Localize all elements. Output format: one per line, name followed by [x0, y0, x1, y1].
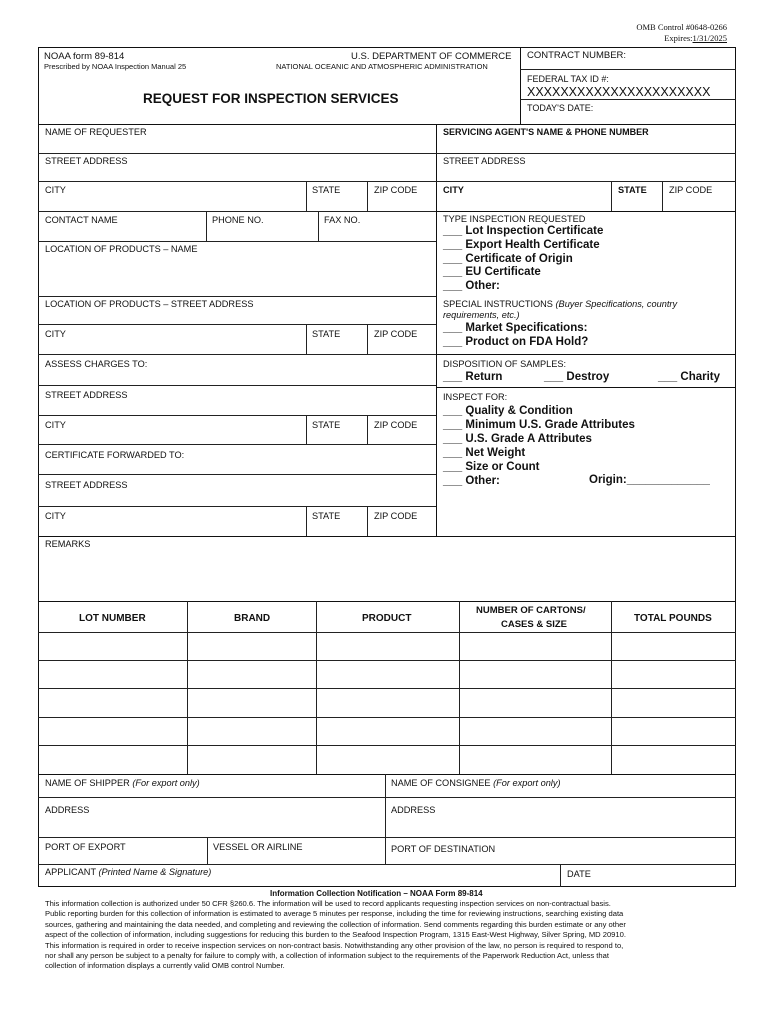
certificate-zip-field[interactable]: ZIP CODE	[374, 511, 418, 521]
agent-state-field[interactable]: STATE	[618, 185, 647, 195]
option-blank: ___	[443, 475, 463, 487]
requester-name-field[interactable]: NAME OF REQUESTER	[45, 127, 147, 137]
option-label: Minimum U.S. Grade Attributes	[465, 419, 635, 431]
option-blank: ___	[443, 252, 463, 265]
requester-city-field[interactable]: CITY	[45, 185, 66, 195]
contact-name-field[interactable]: CONTACT NAME	[45, 215, 118, 225]
federal-tax-id-field[interactable]: FEDERAL TAX ID #:	[527, 74, 609, 84]
assess-state-field[interactable]: STATE	[312, 420, 341, 430]
col-lot-number: LOT NUMBER	[79, 613, 146, 624]
inspection-option[interactable]	[443, 266, 603, 280]
option-blank: ___	[443, 433, 463, 445]
option-label: Size or Count	[465, 461, 540, 473]
option-label: Return	[465, 371, 503, 383]
col-brand: BRAND	[234, 613, 271, 624]
footer-line: This information is required in order to receive inspection services on non-contract basis. Notwithstanding any other provision of the law, no person is required to respond to,	[45, 940, 624, 950]
shipper-address-field[interactable]: ADDRESS	[45, 805, 90, 815]
shipper-label: NAME OF SHIPPER	[45, 778, 130, 788]
disposition-label: DISPOSITION OF SAMPLES:	[443, 359, 567, 369]
inspect-option[interactable]	[443, 418, 635, 432]
option-label: Quality & Condition	[465, 405, 573, 417]
footer-line: nor shall any person be subject to a penalty for failure to comply with, a collection of information subject to the requirements of the Paperwork Reduction Act, unless that	[45, 951, 609, 961]
option-blank: ___	[443, 225, 463, 237]
certificate-state-field[interactable]: STATE	[312, 511, 341, 521]
form-title: REQUEST FOR INSPECTION SERVICES	[143, 91, 399, 106]
option-label: U.S. Grade A Attributes	[465, 433, 592, 445]
location-street-field[interactable]: LOCATION OF PRODUCTS – STREET ADDRESS	[45, 299, 254, 309]
special-label: SPECIAL INSTRUCTIONS	[443, 299, 553, 309]
option-blank: ___	[443, 419, 463, 431]
option-label: Export Health Certificate	[465, 238, 600, 251]
tax-id-value: XXXXXXXXXXXXXXXXXXXXXX	[527, 85, 711, 99]
inspection-option[interactable]	[443, 280, 603, 294]
inspect-option[interactable]	[443, 460, 635, 474]
option-label: Destroy	[566, 371, 610, 383]
footer-title: Information Collection Notification – NOAA Form 89-814	[270, 889, 483, 898]
port-destination-field[interactable]: PORT OF DESTINATION	[391, 844, 496, 854]
option-label: Other:	[465, 280, 500, 293]
option-blank: ___	[443, 405, 463, 417]
applicant-label: APPLICANT	[45, 867, 96, 877]
assess-charges-field[interactable]: ASSESS CHARGES TO:	[45, 359, 148, 369]
inspection-type-options	[443, 225, 603, 294]
location-zip-field[interactable]: ZIP CODE	[374, 329, 418, 339]
inspect-for-label: INSPECT FOR:	[443, 392, 508, 402]
disposition-destroy[interactable]	[544, 371, 609, 383]
requester-zip-field[interactable]: ZIP CODE	[374, 185, 418, 195]
inspect-option[interactable]	[443, 446, 635, 460]
omb-expires-date: 1/31/2025	[692, 33, 727, 43]
department: U.S. DEPARTMENT OF COMMERCE	[351, 51, 512, 62]
table-row[interactable]	[38, 718, 736, 745]
option-blank: ___	[443, 447, 463, 459]
inspection-type-label: TYPE INSPECTION REQUESTED	[443, 214, 586, 224]
footer-line: aspect of the collection of information, including suggestions for reducing this burden to the Seafood Inspection Program, 1315 East-West Highway, Silver Spring, MD 20910.	[45, 930, 626, 940]
agency: NATIONAL OCEANIC AND ATMOSPHERIC ADMINISTRATION	[276, 62, 488, 71]
location-state-field[interactable]: STATE	[312, 329, 341, 339]
option-label: Certificate of Origin	[465, 252, 573, 265]
certificate-city-field[interactable]: CITY	[45, 511, 66, 521]
disposition-return[interactable]	[443, 371, 502, 383]
col-cartons-1: NUMBER OF CARTONS/	[476, 605, 586, 616]
certificate-forwarded-field[interactable]: CERTIFICATE FORWARDED TO:	[45, 450, 185, 460]
consignee-address-field[interactable]: ADDRESS	[391, 805, 436, 815]
option-label: Lot Inspection Certificate	[465, 225, 604, 237]
inspection-option[interactable]	[443, 239, 603, 253]
col-total-pounds: TOTAL POUNDS	[634, 613, 712, 624]
table-row[interactable]	[38, 633, 736, 660]
option-label: Net Weight	[465, 447, 526, 459]
agent-name-field[interactable]: SERVICING AGENT'S NAME & PHONE NUMBER	[443, 127, 649, 137]
special-note-2: requirements, etc.)	[443, 310, 520, 320]
table-row[interactable]	[38, 689, 736, 717]
option-label: Market Specifications:	[465, 322, 588, 334]
port-export-field[interactable]: PORT OF EXPORT	[45, 842, 126, 852]
todays-date-field[interactable]: TODAY'S DATE:	[527, 103, 594, 113]
special-option[interactable]	[443, 335, 588, 349]
special-instructions-label	[443, 299, 677, 309]
option-label: Charity	[680, 371, 721, 383]
consignee-note: (For export only)	[493, 778, 561, 788]
form-id: NOAA form 89-814	[44, 51, 125, 62]
col-product: PRODUCT	[362, 613, 412, 624]
option-blank: ___	[443, 461, 463, 473]
vessel-field[interactable]: VESSEL OR AIRLINE	[213, 842, 303, 852]
footer-line: sources, gathering and maintaining the data needed, and completing and reviewing the collection of information. Send comments regarding this burden estimate or any other	[45, 919, 626, 929]
agent-city-field[interactable]: CITY	[443, 185, 464, 195]
shipper-note: (For export only)	[132, 778, 200, 788]
shipper-name-field[interactable]	[45, 778, 200, 788]
applicant-field[interactable]	[45, 867, 211, 877]
special-note: (Buyer Specifications, country	[555, 299, 678, 309]
option-blank: ___	[443, 280, 463, 293]
certificate-street-field[interactable]: STREET ADDRESS	[45, 480, 128, 490]
option-label: EU Certificate	[465, 266, 541, 279]
disposition-charity[interactable]	[658, 371, 720, 383]
special-option[interactable]	[443, 321, 588, 335]
col-cartons-2: CASES & SIZE	[501, 619, 567, 630]
applicant-note: (Printed Name & Signature)	[98, 867, 212, 877]
inspect-option[interactable]	[443, 404, 635, 418]
footer-line: This information collection is authorized under 50 CFR §260.6. The information will be used to record applicants requesting inspection services on non-contractual basis.	[45, 899, 611, 908]
origin-field[interactable]: Origin:_____________	[589, 474, 710, 486]
phone-field[interactable]: PHONE NO.	[212, 215, 264, 225]
option-blank: ___	[658, 371, 678, 383]
option-blank: ___	[443, 266, 463, 279]
footer-line: collection of information displays a currently valid OMB control Number.	[45, 961, 285, 971]
omb-expires	[664, 33, 727, 43]
prescribed-by: Prescribed by NOAA Inspection Manual 25	[44, 62, 187, 71]
option-label: Other:	[465, 475, 500, 487]
option-label: Product on FDA Hold?	[465, 336, 589, 348]
requester-state-field[interactable]: STATE	[312, 185, 341, 195]
assess-zip-field[interactable]: ZIP CODE	[374, 420, 418, 430]
remarks-field[interactable]: REMARKS	[45, 539, 91, 549]
table-row[interactable]	[38, 661, 736, 688]
inspection-option[interactable]	[443, 253, 603, 267]
footer-line: Public reporting burden for this collection of information is estimated to average 5 minutes per response, including the time for reviewing instructions, searching existing data	[45, 909, 624, 919]
inspection-option[interactable]	[443, 225, 603, 239]
date-field[interactable]: DATE	[567, 869, 591, 879]
fax-field[interactable]: FAX NO.	[324, 215, 361, 225]
omb-expires-label: Expires:	[664, 33, 693, 43]
option-blank: ___	[443, 336, 463, 348]
assess-city-field[interactable]: CITY	[45, 420, 66, 430]
agent-zip-field[interactable]: ZIP CODE	[669, 185, 713, 195]
option-blank: ___	[443, 238, 463, 251]
assess-street-field[interactable]: STREET ADDRESS	[45, 390, 128, 400]
agent-street-field[interactable]: STREET ADDRESS	[443, 156, 526, 166]
contract-number-field[interactable]: CONTRACT NUMBER:	[527, 50, 627, 61]
location-name-field[interactable]: LOCATION OF PRODUCTS – NAME	[45, 244, 198, 254]
footer-text	[45, 899, 626, 972]
consignee-label: NAME OF CONSIGNEE	[391, 778, 491, 788]
requester-street-field[interactable]: STREET ADDRESS	[45, 156, 128, 166]
consignee-name-field[interactable]	[391, 778, 561, 788]
option-blank: ___	[544, 371, 564, 383]
option-blank: ___	[443, 322, 463, 334]
location-city-field[interactable]: CITY	[45, 329, 66, 339]
table-row[interactable]	[38, 746, 736, 774]
inspect-option[interactable]	[443, 432, 635, 446]
omb-control: OMB Control #0648-0266	[636, 22, 727, 32]
special-options	[443, 321, 588, 349]
option-blank: ___	[443, 371, 463, 383]
